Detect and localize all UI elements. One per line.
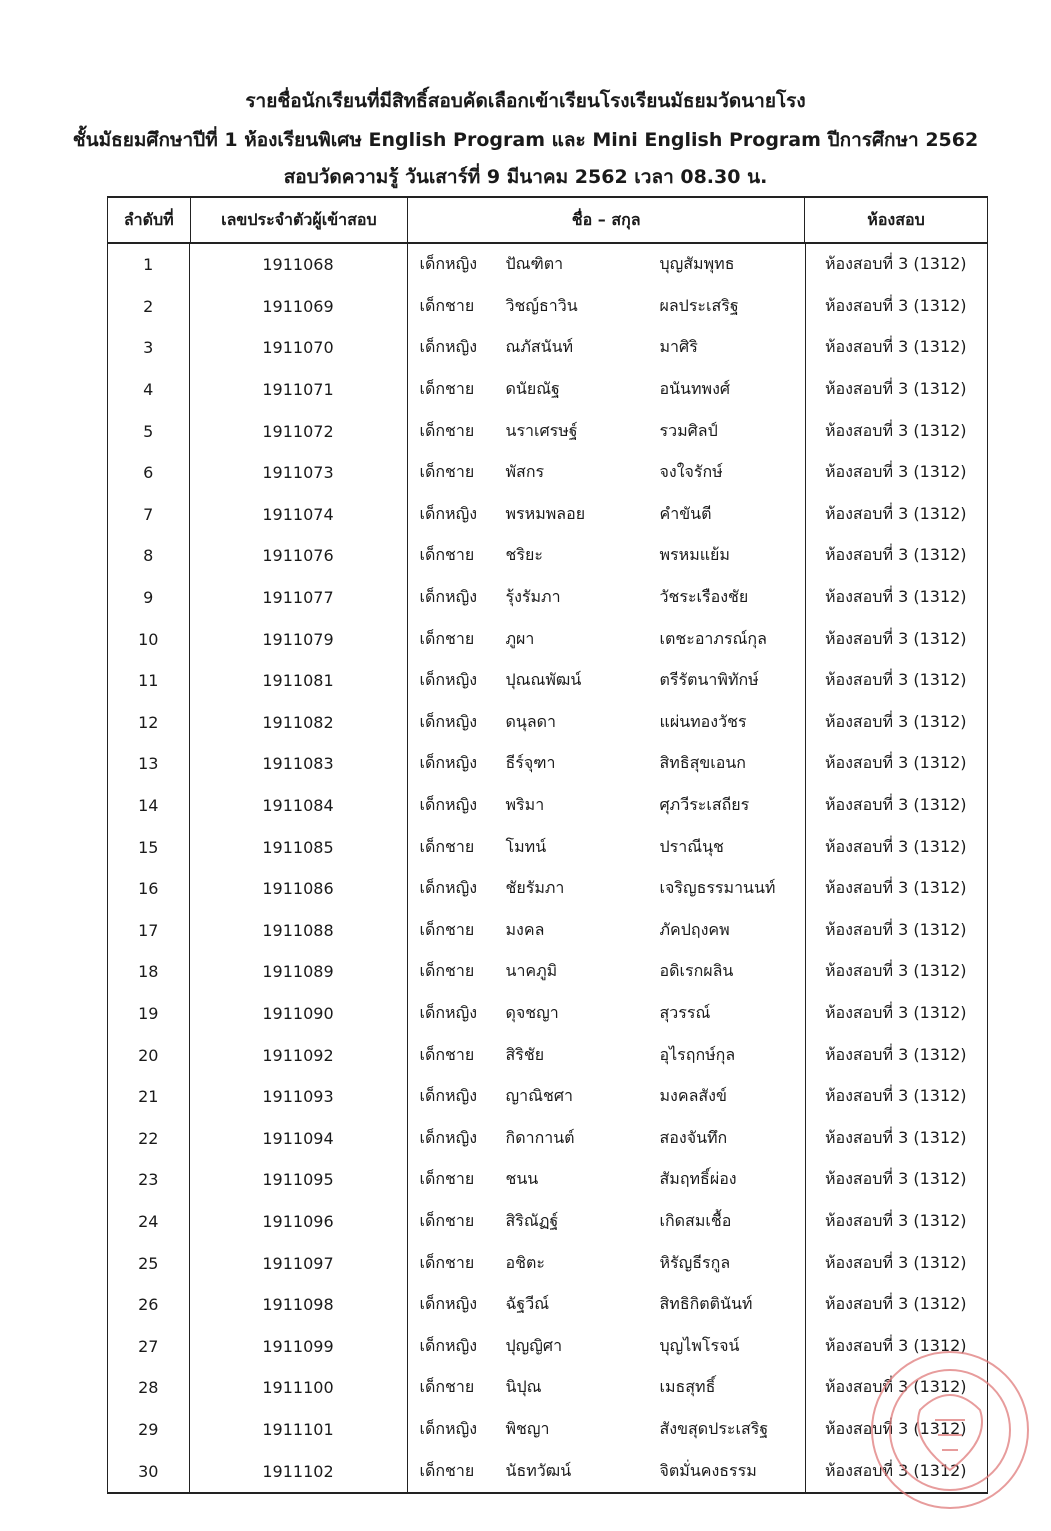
exam-id: 1911089 bbox=[189, 951, 407, 993]
row-number: 17 bbox=[138, 920, 159, 940]
last-name: มงคลสังข์ bbox=[659, 1086, 727, 1106]
student-name bbox=[407, 702, 805, 744]
row-number: 16 bbox=[138, 879, 159, 899]
exam-id: 1911077 bbox=[189, 577, 407, 619]
name-prefix: เด็กหญิง bbox=[419, 1127, 478, 1147]
exam-id: 1911083 bbox=[189, 743, 407, 785]
name-prefix: เด็กชาย bbox=[419, 1044, 475, 1064]
column-header-name: ชื่อ – สกุล bbox=[407, 198, 804, 242]
exam-room: ห้องสอบที่ 3 (1312) bbox=[805, 1450, 987, 1492]
exam-id: 1911081 bbox=[189, 660, 407, 702]
row-number: 1 bbox=[143, 255, 154, 275]
last-name: รวมศิลป์ bbox=[659, 420, 718, 440]
name-prefix: เด็กหญิง bbox=[419, 1418, 478, 1438]
row-number: 10 bbox=[138, 629, 159, 649]
student-name bbox=[407, 494, 805, 536]
exam-id: 1911079 bbox=[189, 618, 407, 660]
table-row bbox=[108, 1325, 987, 1367]
name-prefix: เด็กชาย bbox=[419, 919, 475, 939]
table-row bbox=[108, 618, 987, 660]
first-name: สิริชัย bbox=[505, 1044, 545, 1064]
first-name: โมทน์ bbox=[505, 836, 547, 856]
exam-room: ห้องสอบที่ 3 (1312) bbox=[805, 1201, 987, 1243]
table-row bbox=[108, 1034, 987, 1076]
first-name: นิปุณ bbox=[505, 1377, 542, 1397]
last-name: ศุภวีระเสถียร bbox=[659, 795, 750, 815]
row-number: 21 bbox=[138, 1087, 159, 1107]
student-name bbox=[407, 535, 805, 577]
student-name bbox=[407, 1242, 805, 1284]
student-name bbox=[407, 327, 805, 369]
name-prefix: เด็กชาย bbox=[419, 1252, 475, 1272]
first-name: ณภัสนันท์ bbox=[505, 337, 574, 357]
name-prefix: เด็กหญิง bbox=[419, 254, 478, 274]
first-name: สิริณัฏฐ์ bbox=[505, 1210, 559, 1230]
exam-room: ห้องสอบที่ 3 (1312) bbox=[805, 1159, 987, 1201]
exam-room: ห้องสอบที่ 3 (1312) bbox=[805, 1076, 987, 1118]
last-name: จงใจรักษ์ bbox=[659, 462, 723, 482]
table-row bbox=[108, 1409, 987, 1451]
table-row bbox=[108, 410, 987, 452]
name-prefix: เด็กชาย bbox=[419, 379, 475, 399]
column-header-room: ห้องสอบ bbox=[804, 198, 988, 242]
exam-id: 1911102 bbox=[189, 1450, 407, 1492]
column-header-id: เลขประจำตัวผู้เข้าสอบ bbox=[190, 198, 408, 242]
exam-id: 1911086 bbox=[189, 868, 407, 910]
table-row bbox=[108, 1201, 987, 1243]
last-name: เมธสุทธิ์ bbox=[659, 1377, 716, 1397]
last-name: วัชระเรืองชัย bbox=[659, 587, 749, 607]
row-number: 14 bbox=[138, 796, 159, 816]
title-line-3: สอบวัดความรู้ วันเสาร์ที่ 9 มีนาคม 2562 เวลา 08.30 น. bbox=[283, 166, 768, 188]
first-name: กิดากานต์ bbox=[505, 1127, 575, 1147]
name-prefix: เด็กชาย bbox=[419, 545, 475, 565]
exam-room: ห้องสอบที่ 3 (1312) bbox=[805, 494, 987, 536]
first-name: นัธทวัฒน์ bbox=[505, 1460, 572, 1480]
student-name bbox=[407, 993, 805, 1035]
table-row bbox=[108, 286, 987, 328]
last-name: แผ่นทองวัชร bbox=[659, 711, 747, 731]
exam-id: 1911101 bbox=[189, 1409, 407, 1451]
name-prefix: เด็กชาย bbox=[419, 1169, 475, 1189]
last-name: อนันทพงศ์ bbox=[659, 379, 731, 399]
last-name: บุญไพโรจน์ bbox=[659, 1335, 740, 1355]
row-number: 27 bbox=[138, 1336, 159, 1356]
last-name: ตรีรัตนาพิทักษ์ bbox=[659, 670, 759, 690]
table-row bbox=[108, 1117, 987, 1159]
exam-id: 1911092 bbox=[189, 1034, 407, 1076]
name-prefix: เด็กชาย bbox=[419, 295, 475, 315]
first-name: ปุณณพัฒน์ bbox=[505, 670, 582, 690]
exam-room: ห้องสอบที่ 3 (1312) bbox=[805, 1409, 987, 1451]
row-number: 9 bbox=[143, 588, 154, 608]
exam-room: ห้องสอบที่ 3 (1312) bbox=[805, 910, 987, 952]
student-name bbox=[407, 1450, 805, 1492]
last-name: พรหมแย้ม bbox=[659, 545, 730, 565]
student-name bbox=[407, 618, 805, 660]
exam-id: 1911085 bbox=[189, 826, 407, 868]
exam-room: ห้องสอบที่ 3 (1312) bbox=[805, 1117, 987, 1159]
table-row bbox=[108, 785, 987, 827]
row-number: 30 bbox=[138, 1461, 159, 1481]
name-prefix: เด็กชาย bbox=[419, 462, 475, 482]
exam-id: 1911084 bbox=[189, 785, 407, 827]
first-name: ดนุลดา bbox=[505, 711, 557, 731]
name-prefix: เด็กชาย bbox=[419, 420, 475, 440]
exam-room: ห้องสอบที่ 3 (1312) bbox=[805, 1325, 987, 1367]
student-name bbox=[407, 369, 805, 411]
exam-id: 1911071 bbox=[189, 369, 407, 411]
last-name: ผลประเสริฐ bbox=[659, 295, 739, 315]
exam-id: 1911072 bbox=[189, 410, 407, 452]
name-prefix: เด็กชาย bbox=[419, 1377, 475, 1397]
row-number: 20 bbox=[138, 1045, 159, 1065]
exam-room: ห้องสอบที่ 3 (1312) bbox=[805, 743, 987, 785]
student-name bbox=[407, 743, 805, 785]
exam-room: ห้องสอบที่ 3 (1312) bbox=[805, 1034, 987, 1076]
name-prefix: เด็กหญิง bbox=[419, 878, 478, 898]
exam-room: ห้องสอบที่ 3 (1312) bbox=[805, 702, 987, 744]
last-name: เกิดสมเชื้อ bbox=[659, 1210, 732, 1230]
table-row bbox=[108, 327, 987, 369]
first-name: นราเศรษฐ์ bbox=[505, 420, 578, 440]
table-row bbox=[108, 1367, 987, 1409]
row-number: 24 bbox=[138, 1211, 159, 1231]
row-number: 3 bbox=[143, 338, 154, 358]
first-name: ฉัฐวีณ์ bbox=[505, 1294, 550, 1314]
exam-id: 1911097 bbox=[189, 1242, 407, 1284]
row-number: 26 bbox=[138, 1295, 159, 1315]
last-name: สัมฤทธิ์ผ่อง bbox=[659, 1169, 737, 1189]
student-name bbox=[407, 1159, 805, 1201]
first-name: รุ้งรัมภา bbox=[505, 587, 561, 607]
name-prefix: เด็กหญิง bbox=[419, 795, 478, 815]
row-number: 22 bbox=[138, 1128, 159, 1148]
row-number: 25 bbox=[138, 1253, 159, 1273]
table-row bbox=[108, 369, 987, 411]
table-row bbox=[108, 910, 987, 952]
exam-room: ห้องสอบที่ 3 (1312) bbox=[805, 1242, 987, 1284]
last-name: ปราณีนุช bbox=[659, 836, 724, 856]
last-name: อุไรฤกษ์กุล bbox=[659, 1044, 736, 1064]
student-name bbox=[407, 1284, 805, 1326]
first-name: ปัณฑิตา bbox=[505, 254, 564, 274]
name-prefix: เด็กหญิง bbox=[419, 670, 478, 690]
first-name: ปุญญิศา bbox=[505, 1335, 563, 1355]
student-name bbox=[407, 951, 805, 993]
last-name: คำขันตี bbox=[659, 503, 712, 523]
student-name bbox=[407, 244, 805, 286]
exam-room: ห้องสอบที่ 3 (1312) bbox=[805, 452, 987, 494]
row-number: 13 bbox=[138, 754, 159, 774]
student-name bbox=[407, 785, 805, 827]
last-name: มาศิริ bbox=[659, 337, 698, 357]
row-number: 5 bbox=[143, 421, 154, 441]
table-row bbox=[108, 535, 987, 577]
student-table bbox=[107, 196, 988, 1494]
exam-room: ห้องสอบที่ 3 (1312) bbox=[805, 410, 987, 452]
row-number: 18 bbox=[138, 962, 159, 982]
exam-id: 1911095 bbox=[189, 1159, 407, 1201]
first-name: นาคภูมิ bbox=[505, 961, 558, 981]
student-name bbox=[407, 1201, 805, 1243]
last-name: สิทธิกิตตินันท์ bbox=[659, 1294, 753, 1314]
first-name: พิชญา bbox=[505, 1418, 550, 1438]
exam-id: 1911099 bbox=[189, 1325, 407, 1367]
first-name: ธีร์จุฑา bbox=[505, 753, 556, 773]
table-row bbox=[108, 743, 987, 785]
last-name: อดิเรกผลิน bbox=[659, 961, 734, 981]
student-name bbox=[407, 660, 805, 702]
table-header bbox=[107, 196, 988, 244]
student-name bbox=[407, 1409, 805, 1451]
exam-id: 1911098 bbox=[189, 1284, 407, 1326]
title-line-1: รายชื่อนักเรียนที่มีสิทธิ์สอบคัดเลือกเข้าเรียนโรงเรียนมัธยมวัดนายโรง bbox=[245, 90, 806, 112]
column-header-no: ลำดับที่ bbox=[107, 198, 190, 242]
name-prefix: เด็กชาย bbox=[419, 1460, 475, 1480]
table-row bbox=[108, 1159, 987, 1201]
name-prefix: เด็กชาย bbox=[419, 1210, 475, 1230]
row-number: 12 bbox=[138, 712, 159, 732]
exam-id: 1911094 bbox=[189, 1117, 407, 1159]
name-prefix: เด็กหญิง bbox=[419, 337, 478, 357]
student-name bbox=[407, 910, 805, 952]
student-name bbox=[407, 577, 805, 619]
last-name: จิตมั่นคงธรรม bbox=[659, 1460, 757, 1480]
row-number: 15 bbox=[138, 837, 159, 857]
last-name: เจริญธรรมานนท์ bbox=[659, 878, 776, 898]
table-row bbox=[108, 452, 987, 494]
first-name: ภูผา bbox=[505, 628, 535, 648]
exam-room: ห้องสอบที่ 3 (1312) bbox=[805, 660, 987, 702]
exam-id: 1911069 bbox=[189, 286, 407, 328]
table-row bbox=[108, 702, 987, 744]
table-row bbox=[108, 494, 987, 536]
last-name: ภัคปฤงคพ bbox=[659, 919, 730, 939]
exam-room: ห้องสอบที่ 3 (1312) bbox=[805, 577, 987, 619]
first-name: ญาณิชศา bbox=[505, 1086, 573, 1106]
exam-room: ห้องสอบที่ 3 (1312) bbox=[805, 1284, 987, 1326]
last-name: หิรัญธีรกูล bbox=[659, 1252, 731, 1272]
row-number: 11 bbox=[138, 671, 159, 691]
table-body bbox=[107, 244, 988, 1494]
table-row bbox=[108, 244, 987, 286]
table-row bbox=[108, 1242, 987, 1284]
exam-room: ห้องสอบที่ 3 (1312) bbox=[805, 535, 987, 577]
exam-id: 1911082 bbox=[189, 702, 407, 744]
student-name bbox=[407, 1325, 805, 1367]
student-name bbox=[407, 452, 805, 494]
last-name: สิทธิสุขเอนก bbox=[659, 753, 746, 773]
last-name: สังขสุดประเสริฐ bbox=[659, 1418, 769, 1438]
exam-room: ห้องสอบที่ 3 (1312) bbox=[805, 826, 987, 868]
school-seal-stamp bbox=[860, 1340, 1040, 1520]
exam-id: 1911076 bbox=[189, 535, 407, 577]
first-name: พรหมพลอย bbox=[505, 503, 586, 523]
exam-id: 1911096 bbox=[189, 1201, 407, 1243]
table-row bbox=[108, 826, 987, 868]
table-row bbox=[108, 577, 987, 619]
row-number: 19 bbox=[138, 1003, 159, 1023]
first-name: วิชญ์ธาวิน bbox=[505, 295, 578, 315]
last-name: สุวรรณ์ bbox=[659, 1002, 711, 1022]
student-name bbox=[407, 286, 805, 328]
row-number: 4 bbox=[143, 380, 154, 400]
exam-id: 1911088 bbox=[189, 910, 407, 952]
last-name: สองจันทึก bbox=[659, 1127, 728, 1147]
exam-room: ห้องสอบที่ 3 (1312) bbox=[805, 1367, 987, 1409]
first-name: พริมา bbox=[505, 795, 545, 815]
last-name: บุญสัมพุทธ bbox=[659, 254, 735, 274]
student-name bbox=[407, 1367, 805, 1409]
name-prefix: เด็กชาย bbox=[419, 628, 475, 648]
row-number: 6 bbox=[143, 463, 154, 483]
name-prefix: เด็กหญิง bbox=[419, 1002, 478, 1022]
student-name bbox=[407, 826, 805, 868]
exam-room: ห้องสอบที่ 3 (1312) bbox=[805, 868, 987, 910]
exam-id: 1911100 bbox=[189, 1367, 407, 1409]
student-name bbox=[407, 1034, 805, 1076]
row-number: 2 bbox=[143, 296, 154, 316]
exam-room: ห้องสอบที่ 3 (1312) bbox=[805, 244, 987, 286]
first-name: ชัยรัมภา bbox=[505, 878, 565, 898]
exam-id: 1911090 bbox=[189, 993, 407, 1035]
last-name: เตชะอาภรณ์กุล bbox=[659, 628, 767, 648]
first-name: พัสกร bbox=[505, 462, 545, 482]
title-line-2: ชั้นมัธยมศึกษาปีที่ 1 ห้องเรียนพิเศษ English Program และ Mini English Program ปีการศึกษา 2562 bbox=[72, 129, 979, 151]
exam-room: ห้องสอบที่ 3 (1312) bbox=[805, 327, 987, 369]
name-prefix: เด็กหญิง bbox=[419, 587, 478, 607]
table-row bbox=[108, 1450, 987, 1492]
exam-id: 1911073 bbox=[189, 452, 407, 494]
exam-room: ห้องสอบที่ 3 (1312) bbox=[805, 785, 987, 827]
exam-id: 1911093 bbox=[189, 1076, 407, 1118]
name-prefix: เด็กหญิง bbox=[419, 1294, 478, 1314]
row-number: 7 bbox=[143, 504, 154, 524]
first-name: ดุจชญา bbox=[505, 1002, 559, 1022]
name-prefix: เด็กชาย bbox=[419, 961, 475, 981]
exam-room: ห้องสอบที่ 3 (1312) bbox=[805, 951, 987, 993]
name-prefix: เด็กหญิง bbox=[419, 753, 478, 773]
name-prefix: เด็กหญิง bbox=[419, 1086, 478, 1106]
exam-room: ห้องสอบที่ 3 (1312) bbox=[805, 369, 987, 411]
table-row bbox=[108, 951, 987, 993]
exam-room: ห้องสอบที่ 3 (1312) bbox=[805, 286, 987, 328]
name-prefix: เด็กหญิง bbox=[419, 503, 478, 523]
exam-id: 1911074 bbox=[189, 494, 407, 536]
row-number: 29 bbox=[138, 1419, 159, 1439]
table-row bbox=[108, 660, 987, 702]
exam-room: ห้องสอบที่ 3 (1312) bbox=[805, 618, 987, 660]
row-number: 8 bbox=[143, 546, 154, 566]
exam-room: ห้องสอบที่ 3 (1312) bbox=[805, 993, 987, 1035]
table-row bbox=[108, 1076, 987, 1118]
student-name bbox=[407, 410, 805, 452]
first-name: มงคล bbox=[505, 919, 545, 939]
row-number: 23 bbox=[138, 1170, 159, 1190]
table-row bbox=[108, 1284, 987, 1326]
row-number: 28 bbox=[138, 1378, 159, 1398]
exam-id: 1911068 bbox=[189, 244, 407, 286]
name-prefix: เด็กหญิง bbox=[419, 1335, 478, 1355]
exam-id: 1911070 bbox=[189, 327, 407, 369]
first-name: ชนน bbox=[505, 1169, 539, 1189]
first-name: ดนัยณัฐ bbox=[505, 379, 560, 399]
name-prefix: เด็กชาย bbox=[419, 836, 475, 856]
name-prefix: เด็กหญิง bbox=[419, 711, 478, 731]
first-name: อชิตะ bbox=[505, 1252, 545, 1272]
table-row bbox=[108, 993, 987, 1035]
table-row bbox=[108, 868, 987, 910]
first-name: ชริยะ bbox=[505, 545, 543, 565]
student-name bbox=[407, 1076, 805, 1118]
student-name bbox=[407, 868, 805, 910]
student-name bbox=[407, 1117, 805, 1159]
